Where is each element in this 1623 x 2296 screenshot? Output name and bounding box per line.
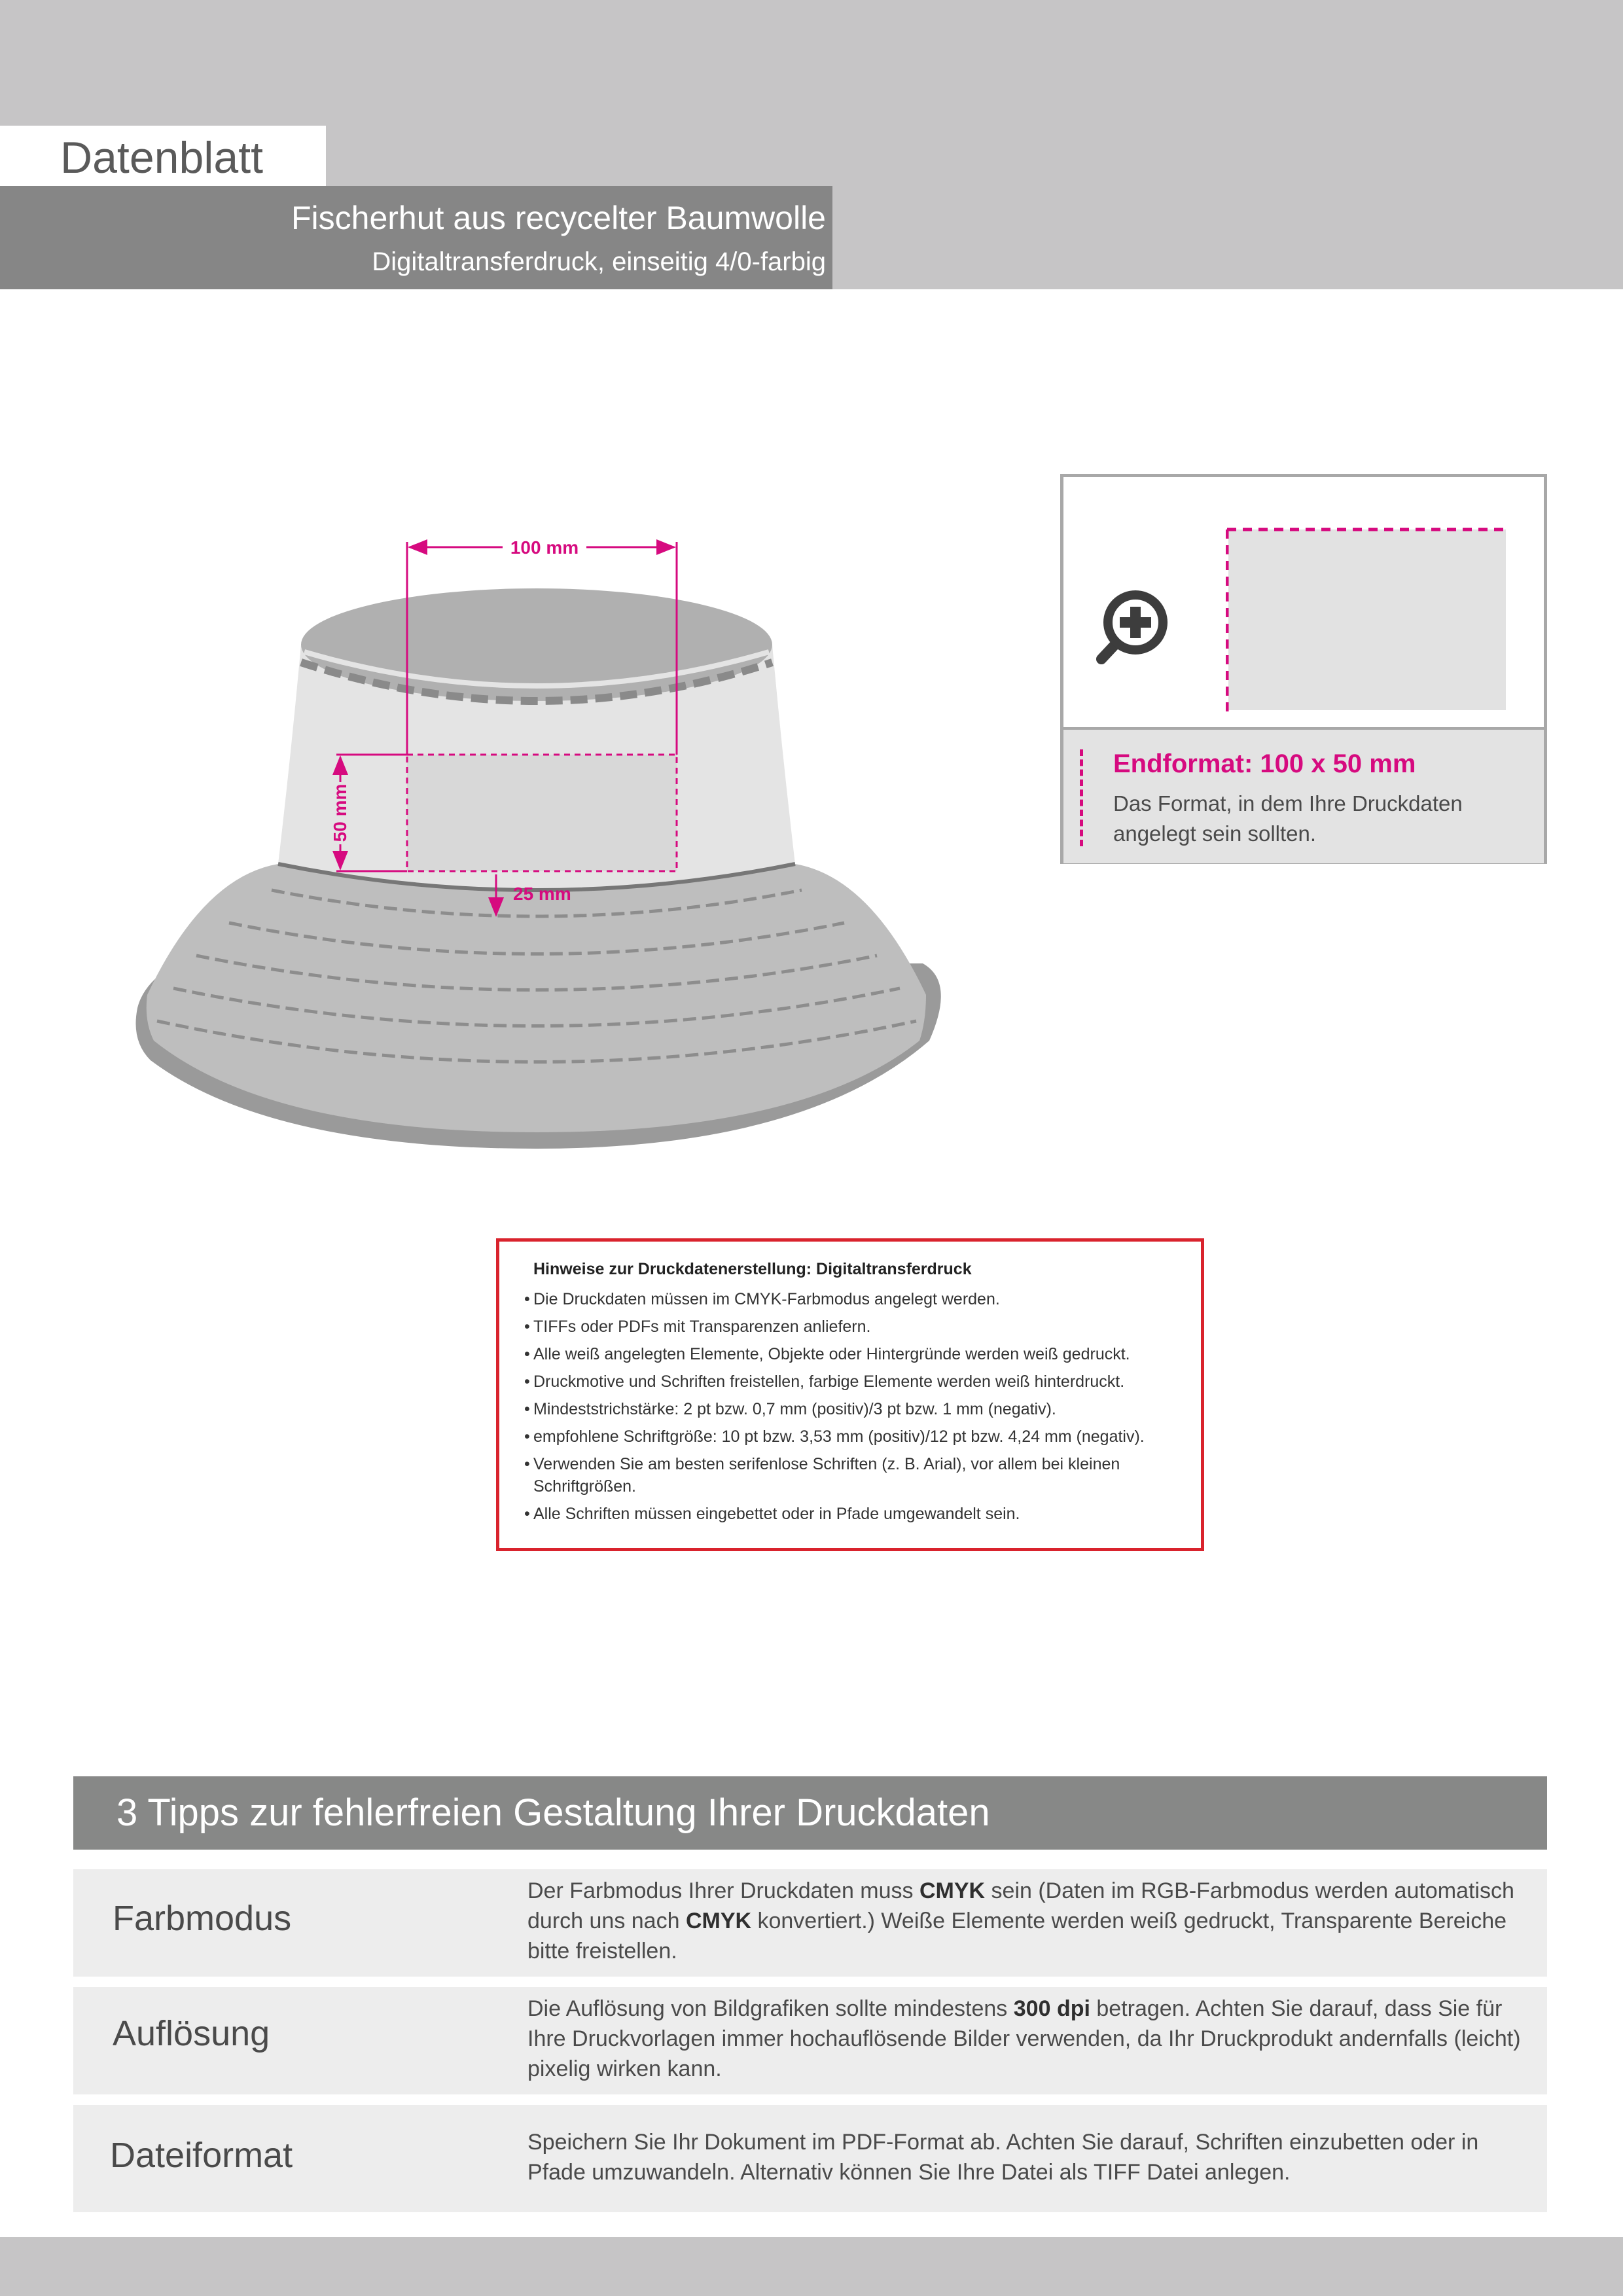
datasheet-tab bbox=[0, 126, 326, 186]
endformat-desc-line1: Das Format, in dem Ihre Druckdaten bbox=[1113, 791, 1463, 816]
tip-label: Auflösung bbox=[113, 2014, 270, 2053]
note-item: • Alle Schriften müssen eingebettet oder in Pfade umgewandelt sein. bbox=[524, 1505, 1020, 1523]
height-label: 50 mm bbox=[330, 783, 350, 842]
note-item: • TIFFs oder PDFs mit Transparenzen anliefern. bbox=[524, 1318, 871, 1336]
endformat-desc-line2: angelegt sein sollten. bbox=[1113, 821, 1317, 846]
note-item: • Mindeststrichstärke: 2 pt bzw. 0,7 mm (positiv)/3 pt bzw. 1 mm (negativ). bbox=[524, 1400, 1056, 1418]
zoom-in-icon bbox=[1092, 584, 1171, 670]
endformat-title: Endformat: 100 x 50 mm bbox=[1113, 749, 1416, 778]
hat-brim bbox=[147, 864, 926, 1132]
note-item: • Verwenden Sie am besten serifenlose Schriften (z. B. Arial), vor allem bei kleinen Schriftgrößen. bbox=[524, 1455, 1120, 1496]
note-item: • Druckmotive und Schriften freistellen, farbige Elemente werden weiß hinterdruckt. bbox=[524, 1372, 1125, 1391]
footer-band bbox=[0, 2237, 1623, 2296]
print-area bbox=[407, 755, 677, 871]
width-label: 100 mm bbox=[510, 537, 579, 558]
tip-label: Dateiformat bbox=[110, 2136, 293, 2175]
tip-row-aufloesung bbox=[73, 1987, 1547, 2094]
tip-text: Speichern Sie Ihr Dokument im PDF-Format ab. Achten Sie darauf, Schriften einzubetten oder in Pfade umzuwandeln. Alternativ können Sie Ihre Datei als TIFF Datei anlegen. bbox=[527, 2130, 1479, 2185]
datasheet-label: Datenblatt bbox=[60, 133, 263, 183]
tip-row-farbmodus bbox=[73, 1869, 1547, 1977]
notes-title: Hinweise zur Druckdatenerstellung: Digitaltransferdruck bbox=[533, 1260, 972, 1278]
endformat-box bbox=[1060, 474, 1547, 864]
hat-diagram bbox=[124, 524, 949, 1158]
tip-text: Die Auflösung von Bildgrafiken sollte mindestens 300 dpi betragen. Achten Sie darauf, dass Sie für Ihre Druckvorlagen immer hochauflösende Bilder verwenden, da Ihr Druckprodukt andernfalls (leicht) pixelig wirken kann. bbox=[527, 1996, 1521, 2081]
endformat-info bbox=[1063, 727, 1544, 863]
notes-list bbox=[524, 1288, 1201, 1525]
tip-row-dateiformat bbox=[73, 2105, 1547, 2212]
print-method: Digitaltransferdruck, einseitig 4/0-farbig bbox=[372, 247, 826, 276]
note-item: • empfohlene Schriftgröße: 10 pt bzw. 3,53 mm (positiv)/12 pt bzw. 4,24 mm (negativ). bbox=[524, 1427, 1145, 1446]
tips-header bbox=[73, 1776, 1547, 1850]
note-item: • Die Druckdaten müssen im CMYK-Farbmodus angelegt werden. bbox=[524, 1290, 1000, 1308]
endformat-description bbox=[1113, 789, 1532, 849]
format-preview-border bbox=[1226, 520, 1507, 717]
note-item: • Alle weiß angelegten Elemente, Objekte oder Hintergründe werden weiß gedruckt. bbox=[524, 1345, 1130, 1363]
tip-text: Der Farbmodus Ihrer Druckdaten muss CMYK sein (Daten im RGB-Farbmodus werden automatisch durch uns nach CMYK konvertiert.) Weiße Elemente werden weiß gedruckt, Transparente Bereiche bitte freistellen. bbox=[527, 1878, 1514, 1964]
tips-title: 3 Tipps zur fehlerfreien Gestaltung Ihrer Druckdaten bbox=[116, 1791, 990, 1834]
offset-label: 25 mm bbox=[513, 884, 571, 904]
print-notes-box bbox=[496, 1238, 1204, 1551]
endformat-marker bbox=[1080, 749, 1083, 846]
tip-label: Farbmodus bbox=[113, 1899, 292, 1938]
product-title: Fischerhut aus recycelter Baumwolle bbox=[291, 200, 826, 236]
product-header bbox=[0, 186, 832, 289]
